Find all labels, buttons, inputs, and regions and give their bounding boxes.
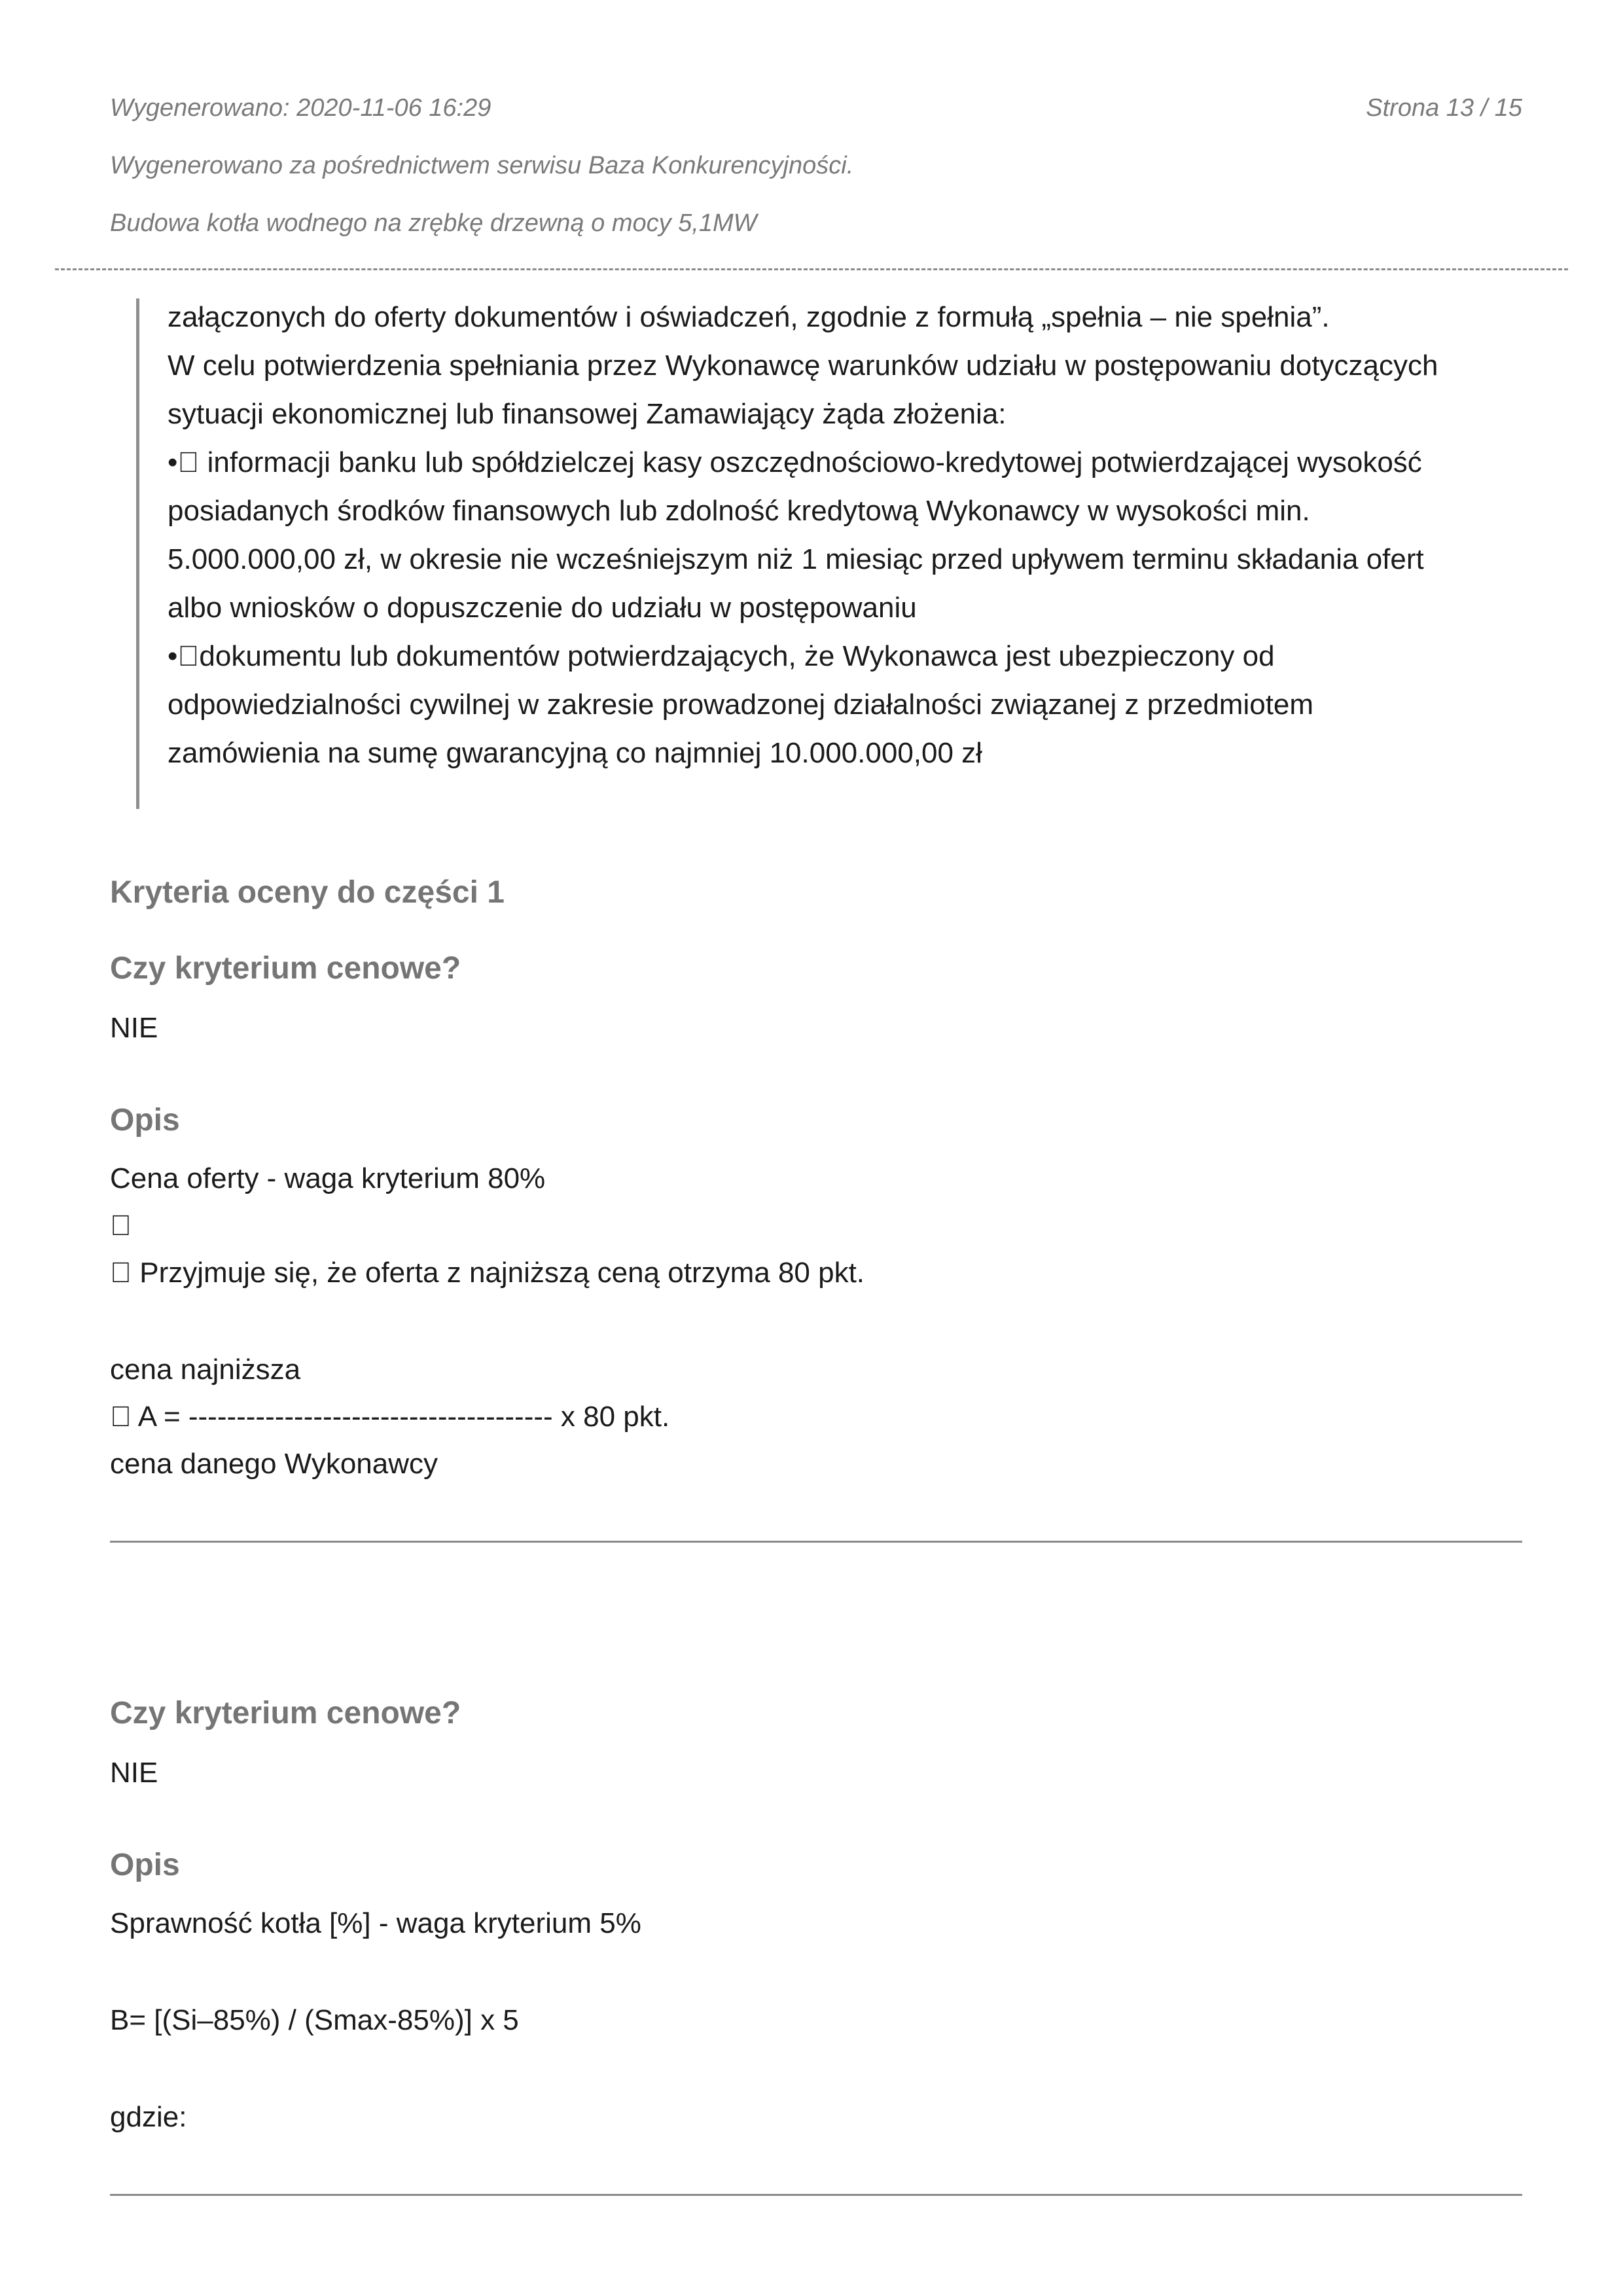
criterion-divider [110,1541,1522,1543]
page-number: Strona 13 / 15 [1366,94,1522,122]
project-title: Budowa kotła wodnego na zrębkę drzewną o mocy 5,1MW [110,209,757,237]
description-line: Sprawność kotła [%] - waga kryterium 5% [110,1907,641,1939]
header-divider [55,268,1568,270]
price-criterion-answer: NIE [110,1012,158,1044]
price-criterion-answer: NIE [110,1757,158,1789]
quote-line: sytuacji ekonomicznej lub finansowej Zamawiający żąda złożenia: [168,398,1007,430]
quote-line: odpowiedzialności cywilnej w zakresie prowadzonej działalności związanej z przedmiotem [168,689,1314,721]
description-line: cena danego Wykonawcy [110,1448,438,1480]
description-line:   Przyjmuje się, że oferta z najniższą ceną otrzyma 80 pkt. [110,1257,865,1289]
source-note: Wygenerowano za pośrednictwem serwisu Baza Konkurencyjności. [110,152,854,179]
description-line: gdzie: [110,2101,187,2133]
quote-line: •  informacji banku lub spółdzielczej kasy oszczędnościowo-kredytowej potwierdzającej wysokość [168,446,1422,478]
quote-line: posiadanych środków finansowych lub zdolność kredytową Wykonawcy w wysokości min. [168,495,1310,527]
description-line: cena najniższa [110,1354,301,1386]
description-label: Opis [110,1848,180,1882]
quote-line: albo wniosków o dopuszczenie do udziału w postępowaniu [168,592,917,624]
quote-line: • dokumentu lub dokumentów potwierdzających, że Wykonawca jest ubezpieczony od [168,640,1275,672]
price-criterion-question: Czy kryterium cenowe? [110,1696,461,1731]
description-line: Cena oferty - waga kryterium 80% [110,1162,546,1194]
quote-line: W celu potwierdzenia spełniania przez Wykonawcę warunków udziału w postępowaniu dotyczących [168,350,1438,382]
quote-line: zamówienia na sumę gwarancyjną co najmniej 10.000.000,00 zł [168,737,982,769]
quote-line: 5.000.000,00 zł, w okresie nie wcześniejszym niż 1 miesiąc przed upływem terminu składania ofert [168,543,1424,575]
price-criterion-question: Czy kryterium cenowe? [110,951,461,986]
description-line:   A = -------------------------------------- x 80 pkt. [110,1401,670,1433]
description-line:   [110,1210,132,1242]
generated-timestamp: Wygenerowano: 2020-11-06 16:29 [110,94,491,122]
criteria-section-title: Kryteria oceny do części 1 [110,875,505,910]
description-label: Opis [110,1103,180,1138]
quote-line: załączonych do oferty dokumentów i oświadczeń, zgodnie z formułą „spełnia – nie spełnia”. [168,301,1330,333]
description-line: B= [(Si–85%) / (Smax-85%)] x 5 [110,2004,519,2036]
criterion-divider [110,2194,1522,2196]
